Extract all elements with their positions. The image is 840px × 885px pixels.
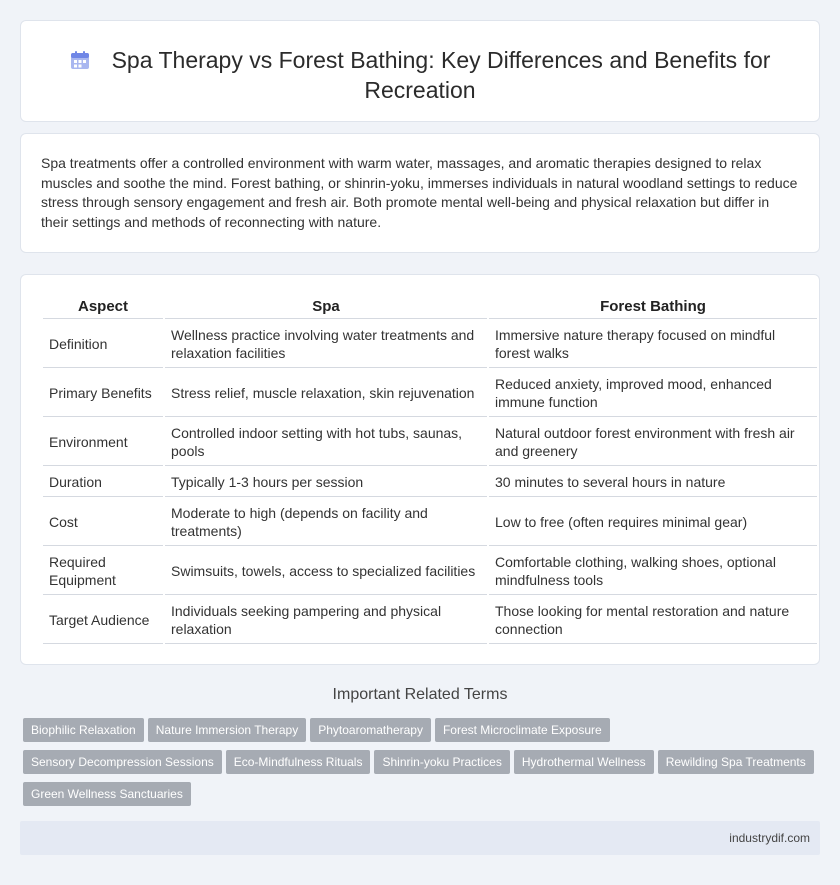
intro-paragraph: Spa treatments offer a controlled environment with warm water, massages, and aromatic therapies designed to relax muscles and soothe the mind. Forest bathing, or shinrin-yoku, immerses individuals in natural woodland settings to reduce stress through sensory engagement and fresh air. Both promote mental well-being and physical relaxation but differ in their settings and methods of reconnecting with nature. xyxy=(41,155,798,230)
table-row xyxy=(43,548,817,595)
header-card xyxy=(20,20,820,122)
cell-spa: Wellness practice involving water treatments and relaxation facilities xyxy=(165,321,487,368)
cell-forest: 30 minutes to several hours in nature xyxy=(489,468,817,497)
cell-spa: Typically 1-3 hours per session xyxy=(165,468,487,497)
tag-hydrothermal-wellness[interactable]: Hydrothermal Wellness xyxy=(514,750,654,774)
related-terms-tags xyxy=(23,718,823,814)
cell-aspect: Target Audience xyxy=(43,597,163,644)
intro-card xyxy=(20,133,820,253)
tag-sensory-decompression-sessions[interactable]: Sensory Decompression Sessions xyxy=(23,750,222,774)
tag-nature-immersion-therapy[interactable]: Nature Immersion Therapy xyxy=(148,718,307,742)
header-forest-bathing: Forest Bathing xyxy=(489,295,817,319)
header-aspect: Aspect xyxy=(43,295,163,319)
footer-bar xyxy=(20,821,820,855)
header-spa: Spa xyxy=(165,295,487,319)
table-row xyxy=(43,419,817,466)
related-terms-heading: Important Related Terms xyxy=(332,686,508,703)
calendar-icon xyxy=(70,50,90,70)
cell-aspect: Cost xyxy=(43,499,163,546)
table-header-row xyxy=(43,295,817,319)
cell-aspect: Duration xyxy=(43,468,163,497)
cell-forest: Immersive nature therapy focused on mindful forest walks xyxy=(489,321,817,368)
cell-forest: Natural outdoor forest environment with fresh air and greenery xyxy=(489,419,817,466)
cell-spa: Swimsuits, towels, access to specialized facilities xyxy=(165,548,487,595)
footer-source: industrydif.com xyxy=(729,831,810,845)
table-row xyxy=(43,597,817,644)
cell-forest: Reduced anxiety, improved mood, enhanced immune function xyxy=(489,370,817,417)
comparison-table-card xyxy=(20,274,820,665)
cell-spa: Moderate to high (depends on facility and treatments) xyxy=(165,499,487,546)
cell-spa: Individuals seeking pampering and physical relaxation xyxy=(165,597,487,644)
tag-green-wellness-sanctuaries[interactable]: Green Wellness Sanctuaries xyxy=(23,782,191,806)
tag-forest-microclimate-exposure[interactable]: Forest Microclimate Exposure xyxy=(435,718,610,742)
cell-forest: Low to free (often requires minimal gear) xyxy=(489,499,817,546)
comparison-table xyxy=(41,293,819,646)
table-row xyxy=(43,321,817,368)
cell-spa: Controlled indoor setting with hot tubs, saunas, pools xyxy=(165,419,487,466)
cell-aspect: Environment xyxy=(43,419,163,466)
page-title-text: Spa Therapy vs Forest Bathing: Key Differences and Benefits for Recreation xyxy=(111,47,771,103)
tag-eco-mindfulness-rituals[interactable]: Eco-Mindfulness Rituals xyxy=(226,750,371,774)
page-title xyxy=(21,45,819,105)
cell-aspect: Primary Benefits xyxy=(43,370,163,417)
table-row xyxy=(43,468,817,497)
table-row xyxy=(43,370,817,417)
tag-biophilic-relaxation[interactable]: Biophilic Relaxation xyxy=(23,718,144,742)
cell-forest: Those looking for mental restoration and nature connection xyxy=(489,597,817,644)
tag-rewilding-spa-treatments[interactable]: Rewilding Spa Treatments xyxy=(658,750,814,774)
table-row xyxy=(43,499,817,546)
tag-phytoaromatherapy[interactable]: Phytoaromatherapy xyxy=(310,718,431,742)
cell-spa: Stress relief, muscle relaxation, skin rejuvenation xyxy=(165,370,487,417)
tag-shinrin-yoku-practices[interactable]: Shinrin-yoku Practices xyxy=(374,750,509,774)
cell-aspect: Definition xyxy=(43,321,163,368)
cell-aspect: Required Equipment xyxy=(43,548,163,595)
cell-forest: Comfortable clothing, walking shoes, optional mindfulness tools xyxy=(489,548,817,595)
